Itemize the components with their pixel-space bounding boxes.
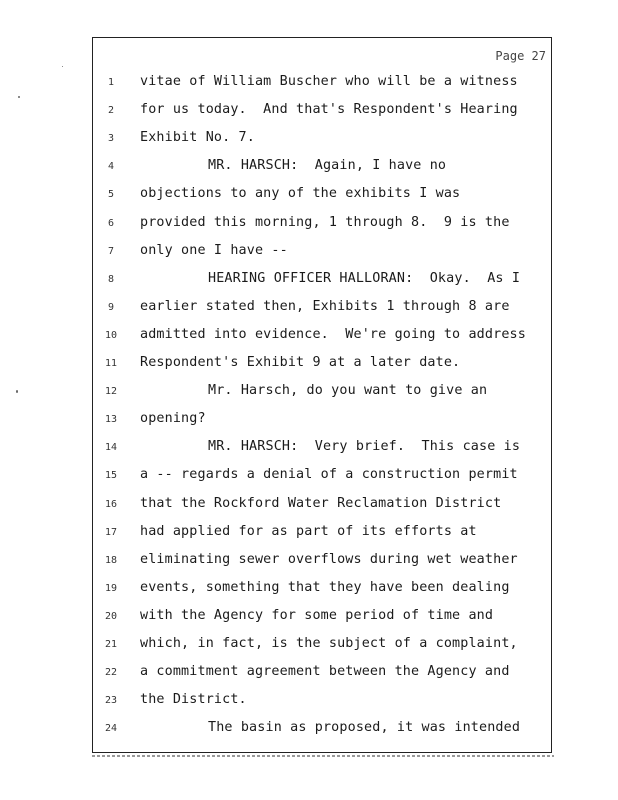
line-number: 23	[104, 695, 118, 707]
line-text: provided this morning, 1 through 8. 9 is the	[140, 214, 510, 230]
line-number: 16	[104, 498, 118, 510]
line-number: 21	[104, 639, 118, 650]
scan-speck	[16, 390, 18, 393]
line-text: HEARING OFFICER HALLORAN: Okay. As I	[208, 270, 521, 286]
line-number: 24	[104, 723, 118, 735]
line-text: objections to any of the exhibits I was	[140, 186, 461, 202]
transcript-line	[0, 495, 618, 517]
line-number: 15	[104, 470, 118, 482]
transcript-line	[0, 719, 618, 741]
line-text: Respondent's Exhibit 9 at a later date.	[140, 355, 461, 370]
line-number: 8	[107, 273, 115, 285]
transcript-line	[0, 635, 618, 657]
line-number: 11	[104, 358, 118, 369]
line-number: 7	[107, 245, 115, 257]
line-text: for us today. And that's Respondent's Hearing	[140, 102, 518, 118]
line-number: 9	[107, 301, 115, 313]
transcript-line	[0, 663, 618, 685]
transcript-line	[0, 438, 618, 460]
line-text: Exhibit No. 7.	[140, 130, 255, 146]
transcript-line	[0, 382, 618, 404]
line-text: a -- regards a denial of a construction permit	[140, 467, 518, 483]
line-number: 4	[107, 161, 115, 173]
transcript-line	[0, 691, 618, 713]
line-text: with the Agency for some period of time and	[140, 607, 494, 623]
line-number: 20	[104, 610, 118, 622]
line-text: the District.	[140, 692, 247, 708]
line-number: 10	[104, 329, 118, 341]
line-text: earlier stated then, Exhibits 1 through 8 are	[140, 298, 510, 314]
transcript-line	[0, 242, 618, 264]
line-text: The basin as proposed, it was intended	[208, 720, 521, 736]
line-number: 12	[104, 386, 118, 398]
transcript-line	[0, 326, 618, 348]
transcript-line	[0, 523, 618, 545]
line-text: which, in fact, is the subject of a complaint,	[140, 636, 518, 651]
transcript-line	[0, 466, 618, 488]
line-number: 3	[107, 133, 115, 145]
page-number: Page 27	[495, 49, 546, 63]
line-number: 2	[107, 105, 115, 117]
line-text: had applied for as part of its efforts at	[140, 523, 477, 539]
line-text: that the Rockford Water Reclamation District	[140, 495, 502, 511]
line-text: a commitment agreement between the Agency and	[140, 664, 510, 680]
line-number: 17	[104, 526, 118, 538]
line-text: MR. HARSCH: Very brief. This case is	[208, 439, 521, 455]
transcript-line	[0, 579, 618, 601]
line-text: only one I have --	[140, 242, 288, 258]
transcript-line	[0, 354, 618, 376]
transcript-line	[0, 607, 618, 629]
line-number: 13	[104, 414, 118, 426]
line-text: opening?	[140, 411, 206, 427]
transcript-line	[0, 551, 618, 573]
scan-speck	[62, 66, 63, 67]
scan-speck	[18, 96, 20, 98]
line-text: admitted into evidence. We're going to address	[140, 326, 526, 342]
transcript-line	[0, 214, 618, 236]
transcript-line	[0, 270, 618, 292]
line-number: 22	[104, 667, 118, 679]
line-text: Mr. Harsch, do you want to give an	[208, 383, 488, 399]
transcript-line	[0, 157, 618, 179]
transcript-line	[0, 185, 618, 207]
transcript-line	[0, 129, 618, 151]
line-text: vitae of William Buscher who will be a witness	[140, 74, 518, 89]
line-number: 19	[104, 582, 118, 594]
line-number: 6	[107, 217, 115, 229]
line-text: MR. HARSCH: Again, I have no	[208, 158, 447, 174]
line-number: 1	[107, 77, 115, 88]
transcript-line	[0, 298, 618, 320]
line-number: 14	[104, 442, 118, 454]
line-text: eliminating sewer overflows during wet weather	[140, 551, 518, 567]
transcript-line	[0, 101, 618, 123]
transcript-line	[0, 410, 618, 432]
line-number: 18	[104, 554, 118, 566]
transcript-line	[0, 73, 618, 95]
line-text: events, something that they have been dealing	[140, 579, 510, 595]
line-number: 5	[107, 189, 115, 201]
